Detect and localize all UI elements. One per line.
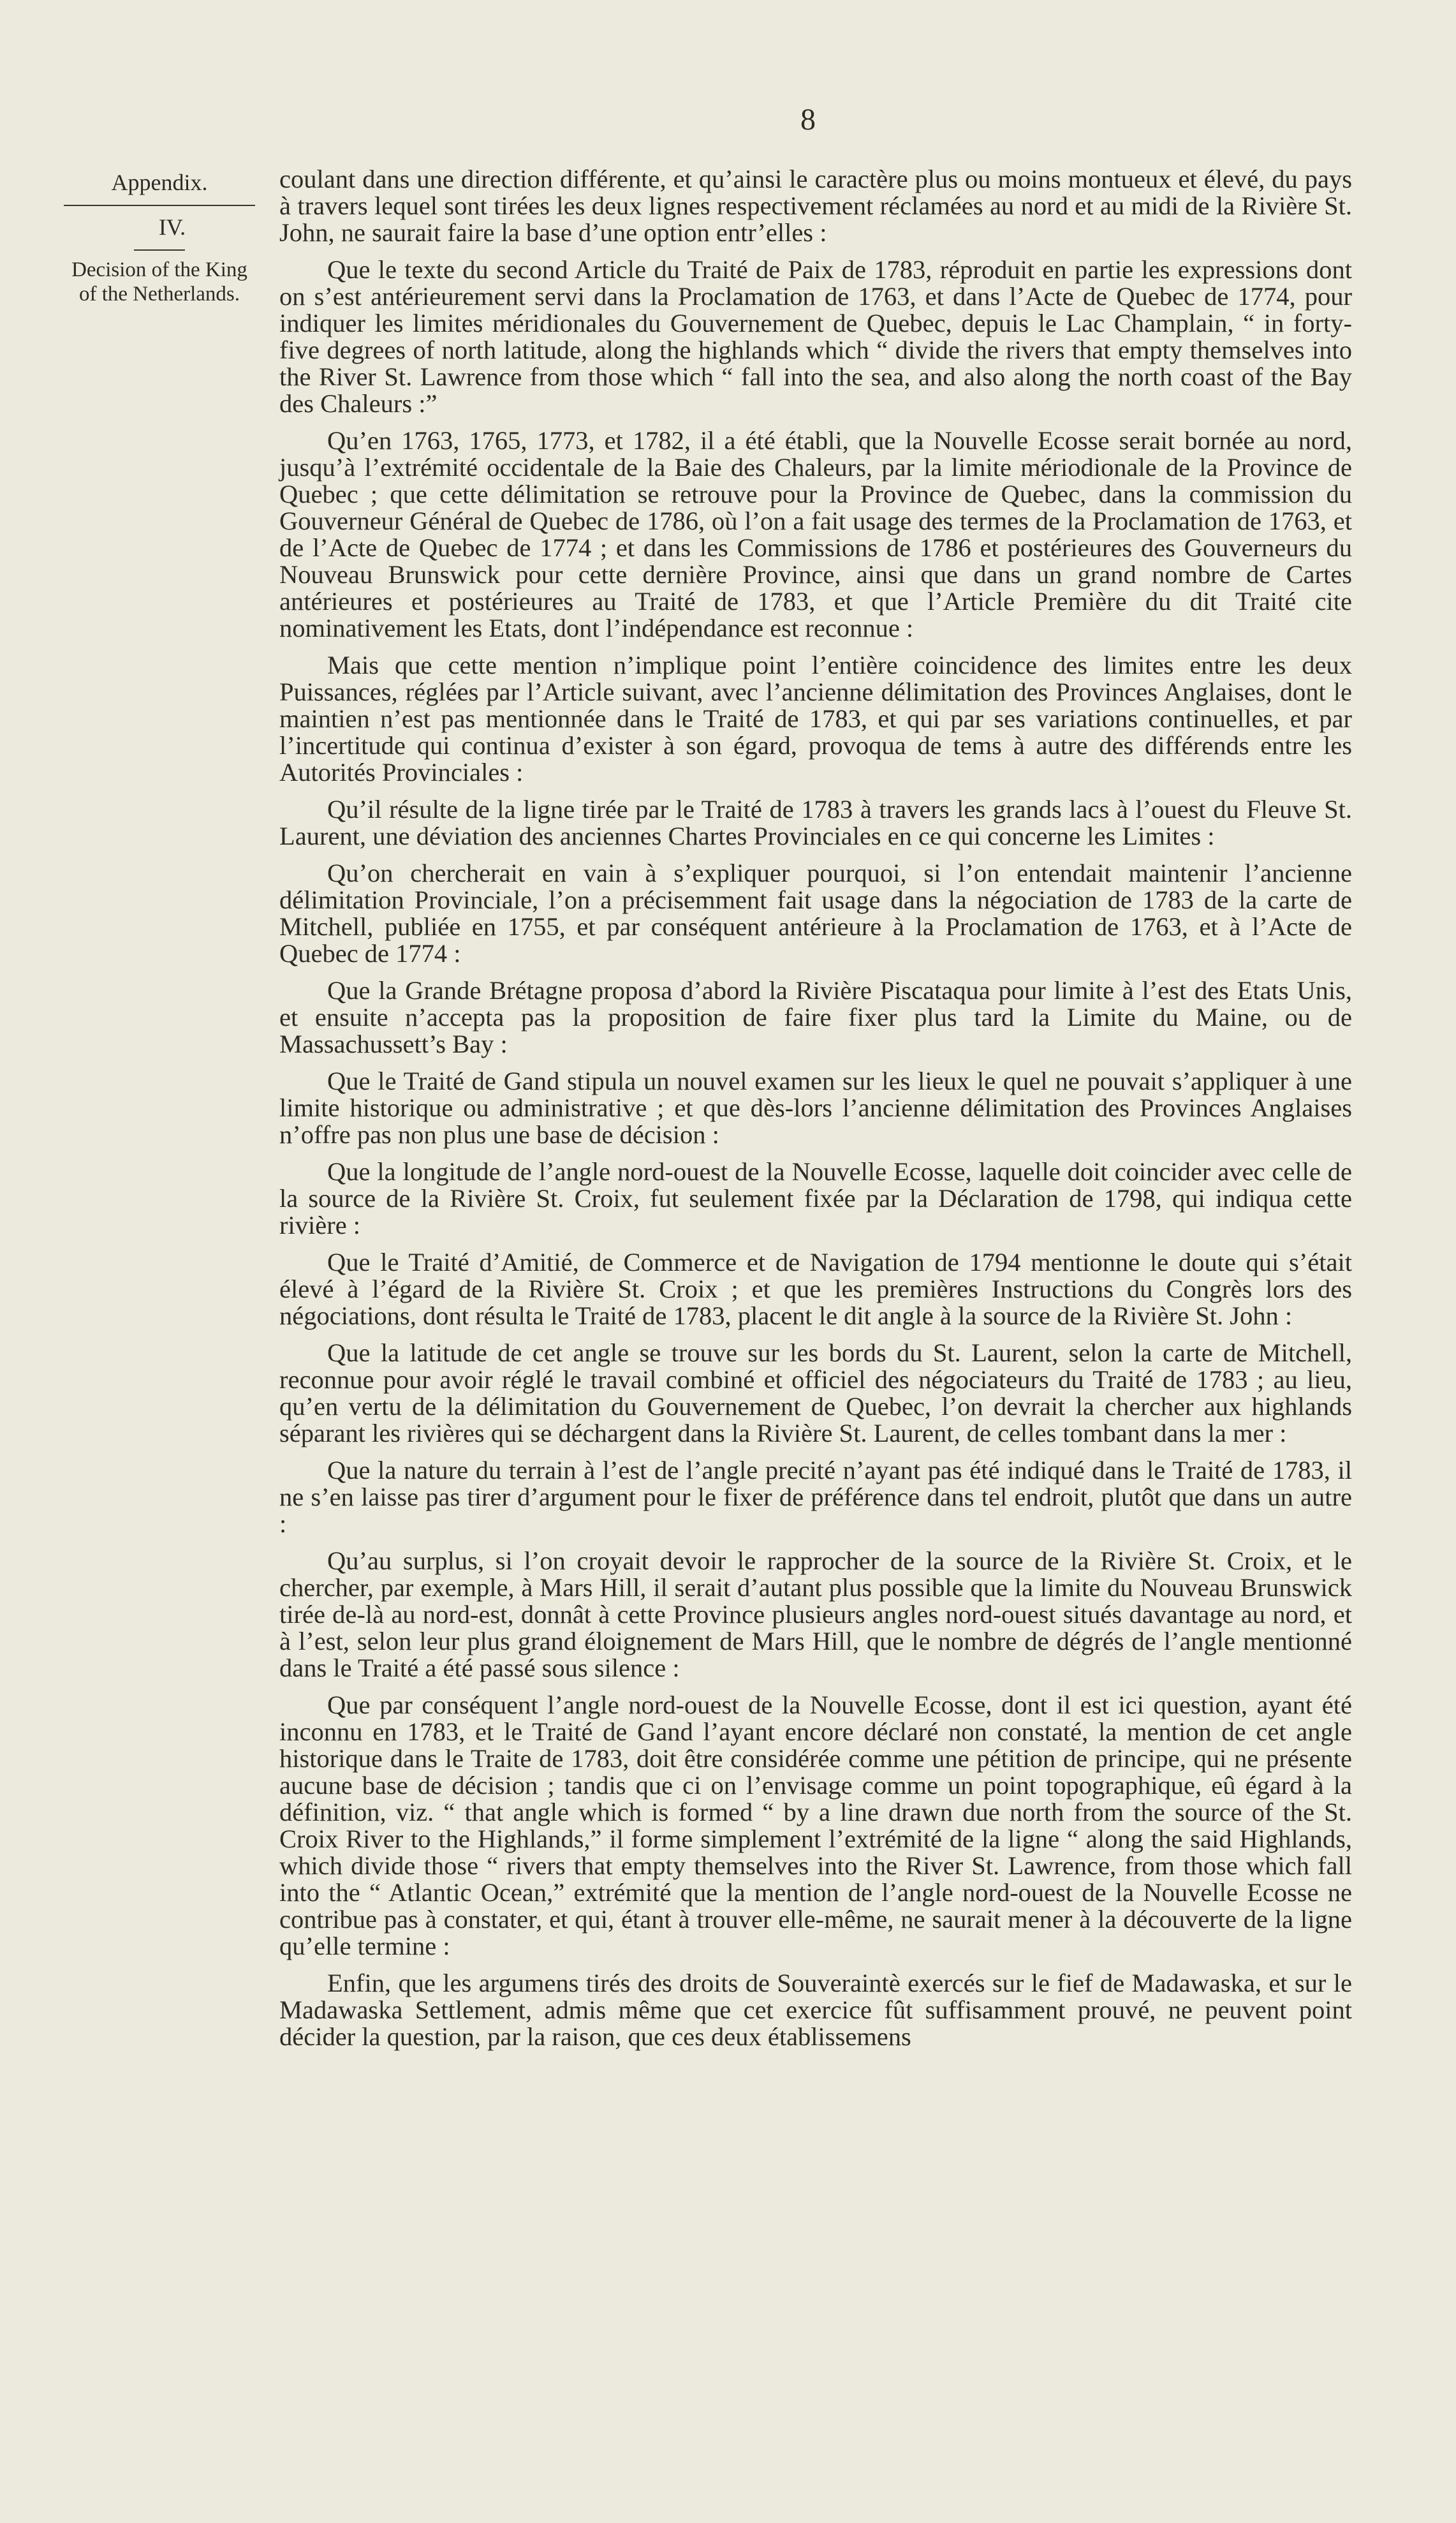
body-text <box>279 166 1352 2061</box>
paragraph: Qu’on chercherait en vain à s’expliquer pourquoi, si l’on entendait maintenir l’ancienne délimitation Provinciale, l’on a précisemment fait usage dans la négociation de 1783 de la carte de Mitchell, publiée en 1755, et par conséquent antérieure à la Proclamation de 1763, et à l’Acte de Quebec de 1774 : <box>279 859 1352 968</box>
paragraph: Qu’en 1763, 1765, 1773, et 1782, il a été établi, que la Nouvelle Ecosse serait bornée au nord, jusqu’à l’extrémité occidentale de la Baie des Chaleurs, par la limite mériodionale de la Province de Quebec ; que cette délimitation se retrouve pour la Province de Quebec, dans la commission du Gouverneur Général de Quebec de 1786, où l’on a fait usage des termes de la Proclamation de 1763, et de l’Acte de Quebec de 1774 ; et dans les Commissions de 1786 et postérieures des Gouverneurs du Nouveau Brunswick pour cette dernière Province, ainsi que dans un grand nombre de Cartes antérieures et postérieures au Traité de 1783, et que l’Article Première du dit Traité cite nominativement les Etats, dont l’indépendance est reconnue : <box>279 426 1352 642</box>
margin-short-divider <box>134 249 185 251</box>
paragraph: Enfin, que les argumens tirés des droits de Souveraintè exercés sur le fief de Madawaska, et sur le Madawaska Settlement, admis même que cet exercice fût suffisamment prouvé, ne peuvent point décider la question, par la raison, que ces deux établissemens <box>279 1969 1352 2051</box>
page-number: 8 <box>800 103 816 137</box>
paragraph: Que le Traité de Gand stipula un nouvel examen sur les lieux le quel ne pouvait s’appliquer à une limite historique ou administrative ; et que dès-lors l’ancienne délimitation des Provinces Anglaises n’offre pas non plus une base de décision : <box>279 1067 1352 1149</box>
margin-notes <box>64 169 255 306</box>
paragraph: Qu’il résulte de la ligne tirée par le Traité de 1783 à travers les grands lacs à l’ouest du Fleuve St. Laurent, une déviation des anciennes Chartes Provinciales en ce qui concerne les Limites : <box>279 795 1352 850</box>
appendix-numeral: IV. <box>158 214 186 240</box>
paragraph: Que le texte du second Article du Traité de Paix de 1783, réproduit en partie les expressions dont on s’est antérieurement servi dans la Proclamation de 1763, et dans l’Acte de Quebec de 1774, pour indiquer les limites méridionales du Gouvernement de Quebec, depuis le Lac Champlain, “ in forty-five degrees of north latitude, along the highlands which “ divide the rivers that empty themselves into the River St. Lawrence from those which “ fall into the sea, and also along the north coast of the Bay des Chaleurs :” <box>279 255 1352 418</box>
paragraph: Que la Grande Brétagne proposa d’abord la Rivière Piscataqua pour limite à l’est des Etats Unis, et ensuite n’accepta pas la proposition de faire fixer plus tard la Limite du Maine, ou de Massachussett’s Bay : <box>279 976 1352 1058</box>
paragraph: Que la latitude de cet angle se trouve sur les bords du St. Laurent, selon la carte de Mitchell, reconnue pour avoir réglé le travail combiné et officiel des négociateurs du Traité de 1783 ; au lieu, qu’en vertu de la délimitation du Gouvernement de Quebec, l’on devrait la chercher aux highlands séparant les rivières qui se déchargent dans la Rivière St. Laurent, de celles tombant dans la mer : <box>279 1338 1352 1447</box>
paragraph: Que par conséquent l’angle nord-ouest de la Nouvelle Ecosse, dont il est ici question, ayant été inconnu en 1783, et le Traité de Gand l’ayant encore déclaré non constaté, la mention de cet angle historique dans le Traite de 1783, doit être considérée comme une pétition de principe, qui ne présente aucune base de décision ; tandis que ci on l’envisage comme un point topographique, eû égard à la définition, viz. “ that angle which is formed “ by a line drawn due north from the source of the St. Croix River to the Highlands,” il forme simplement l’extrémité de la ligne “ along the said Highlands, which divide those “ rivers that empty themselves into the River St. Lawrence, from those which fall into the “ Atlantic Ocean,” extrémité que la mention de l’angle nord-ouest de la Nouvelle Ecosse ne contribue pas à constater, et qui, étant à trouver elle-même, ne saurait mener à la découverte de la ligne qu’elle termine : <box>279 1691 1352 1960</box>
paragraph: Qu’au surplus, si l’on croyait devoir le rapprocher de la source de la Rivière St. Croix, et le chercher, par exemple, à Mars Hill, il serait d’autant plus possible que la limite du Nouveau Brunswick tirée de-là au nord-est, donnât à cette Province plusieurs angles nord-ouest situés davantage au nord, et à l’est, selon leur plus grand éloignement de Mars Hill, que le nombre de dégrés de l’angle mentionné dans le Traité a été passé sous silence : <box>279 1546 1352 1682</box>
paragraph: Que le Traité d’Amitié, de Commerce et de Navigation de 1794 mentionne le doute qui s’était élevé à l’égard de la Rivière St. Croix ; et que les premières Instructions du Congrès lors des négociations, dont résulta le Traité de 1783, placent le dit angle à la source de la Rivière St. John : <box>279 1248 1352 1330</box>
paragraph: Que la nature du terrain à l’est de l’angle precité n’ayant pas été indiqué dans le Traité de 1783, il ne s’en laisse pas tirer d’argument pour le fixer de préférence dans tel endroit, plutôt que dans un autre : <box>279 1456 1352 1538</box>
paragraph: coulant dans une direction différente, et qu’ainsi le caractère plus ou moins montueux et élevé, du pays à travers lequel sont tirées les deux lignes respectivement réclamées au nord et au midi de la Rivière St. John, ne saurait faire la base d’une option entr’elles : <box>279 165 1352 247</box>
paragraph: Que la longitude de l’angle nord-ouest de la Nouvelle Ecosse, laquelle doit coincider avec celle de la source de la Rivière St. Croix, fut seulement fixée par la Déclaration de 1798, qui indiqua cette rivière : <box>279 1157 1352 1239</box>
margin-divider <box>64 205 255 206</box>
appendix-label: Appendix. <box>111 170 208 195</box>
side-note: Decision of the King of the Netherlands. <box>71 258 247 306</box>
paragraph: Mais que cette mention n’implique point l’entière coincidence des limites entre les deux Puissances, réglées par l’Article suivant, avec l’ancienne délimitation des Provinces Anglaises, dont le maintien n’est pas mentionnée dans le Traité de 1783, et qui par ses variations continuelles, et par l’incertitude qui continua d’exister à son égard, provoqua de tems à autre des différends entre les Autorités Provinciales : <box>279 651 1352 787</box>
